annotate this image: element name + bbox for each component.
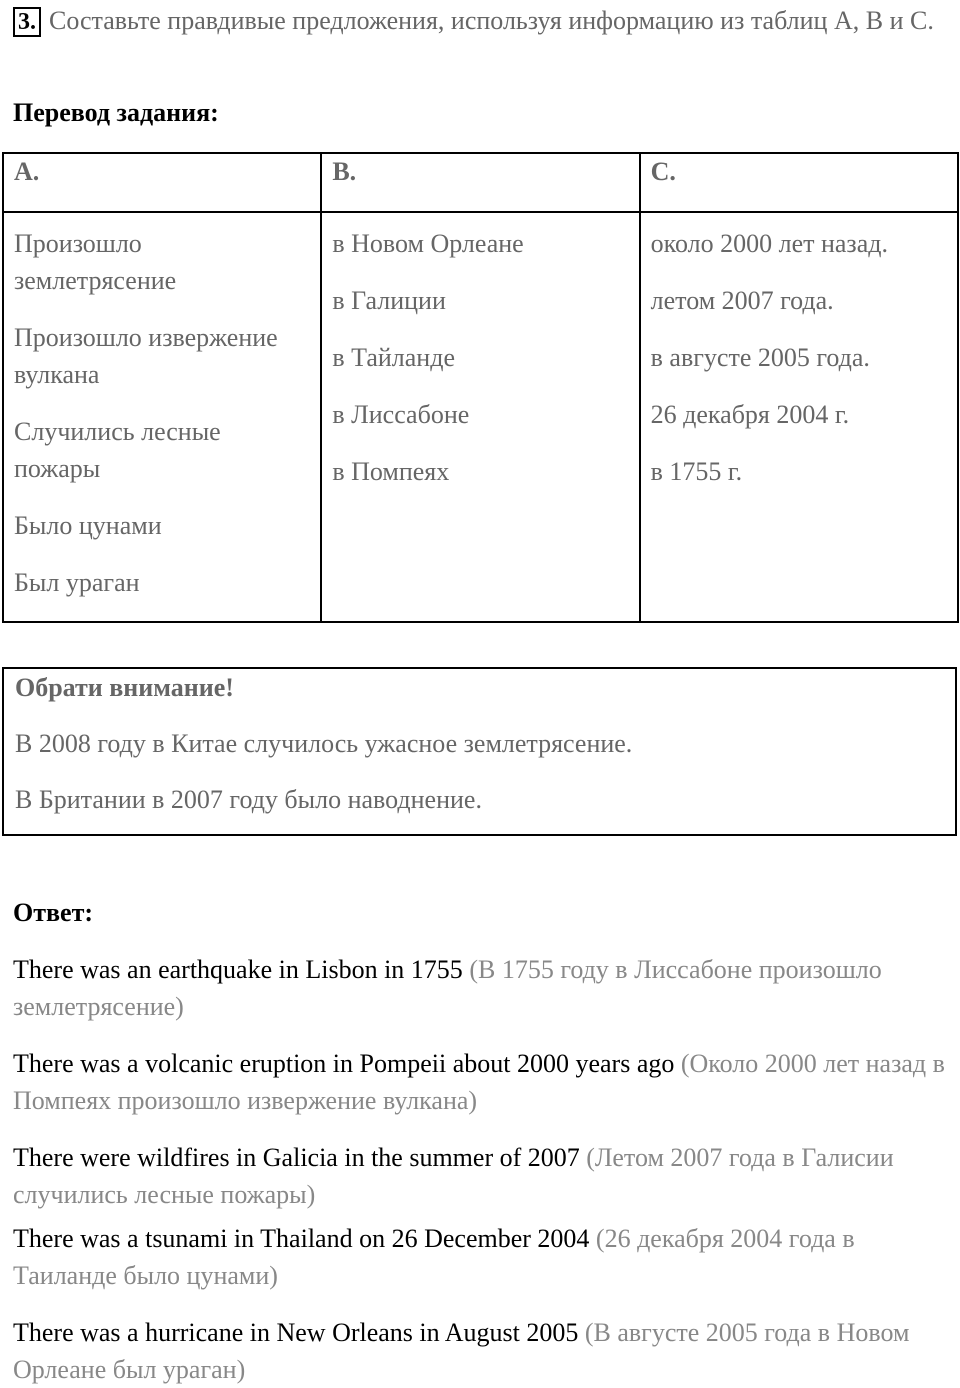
place-item: в Тайланде xyxy=(332,343,455,372)
event-item: Произошло землетрясение xyxy=(14,229,177,295)
table-header-row xyxy=(3,153,958,212)
answer-item xyxy=(13,1220,948,1294)
column-b-cell xyxy=(321,212,639,622)
attention-note xyxy=(2,667,957,836)
answer-english: There was a tsunami in Thailand on 26 December 2004 xyxy=(13,1224,590,1253)
event-item: Было цунами xyxy=(14,511,162,540)
column-c-cell xyxy=(640,212,958,622)
column-c-header: С. xyxy=(640,153,958,212)
answer-russian: (В 1755 году в Лиссабоне произошло землетрясение) xyxy=(13,955,882,1021)
column-a-header: А. xyxy=(3,153,321,212)
answer-item xyxy=(13,1045,948,1119)
answer-item xyxy=(13,1314,948,1388)
event-item: Произошло извержение вулкана xyxy=(14,323,278,389)
task-statement xyxy=(13,2,948,39)
event-item: Случились лесные пожары xyxy=(14,417,221,483)
time-item: в августе 2005 года. xyxy=(650,343,870,372)
time-item: около 2000 лет назад. xyxy=(650,229,888,258)
column-b-header: В. xyxy=(321,153,639,212)
answer-russian: (Около 2000 лет назад в Помпеях произошло извержение вулкана) xyxy=(13,1049,945,1115)
answer-item xyxy=(13,1139,948,1213)
task-text: Составьте правдивые предложения, используя информацию из таблиц А, В и С. xyxy=(49,6,934,35)
answer-english: There were wildfires in Galicia in the summer of 2007 xyxy=(13,1143,580,1172)
place-item: в Галиции xyxy=(332,286,446,315)
time-item: в 1755 г. xyxy=(650,457,743,486)
place-item: в Лиссабоне xyxy=(332,400,470,429)
task-number: 3. xyxy=(13,7,41,37)
place-item: в Помпеях xyxy=(332,457,450,486)
answer-russian: (26 декабря 2004 года в Таиланде было цунами) xyxy=(13,1224,855,1290)
answer-english: There was a volcanic eruption in Pompeii about 2000 years ago xyxy=(13,1049,675,1078)
info-table xyxy=(2,152,959,623)
answer-english: There was an earthquake in Lisbon in 1755 xyxy=(13,955,463,984)
note-title: Обрати внимание! xyxy=(15,673,234,702)
answer-russian: (Летом 2007 года в Галисии случились лесные пожары) xyxy=(13,1143,894,1209)
answer-english: There was a hurricane in New Orleans in August 2005 xyxy=(13,1318,579,1347)
place-item: в Новом Орлеане xyxy=(332,229,524,258)
time-item: 26 декабря 2004 г. xyxy=(650,400,850,429)
event-item: Был ураган xyxy=(14,568,140,597)
table-body-row xyxy=(3,212,958,622)
note-line: В Британии в 2007 году было наводнение. xyxy=(15,785,482,814)
answer-item xyxy=(13,951,948,1025)
note-line: В 2008 году в Китае случилось ужасное землетрясение. xyxy=(15,729,633,758)
column-a-cell xyxy=(3,212,321,622)
translation-heading: Перевод задания: xyxy=(13,98,219,127)
answer-russian: (В августе 2005 года в Новом Орлеане был ураган) xyxy=(13,1318,910,1384)
answer-heading: Ответ: xyxy=(13,898,94,927)
time-item: летом 2007 года. xyxy=(650,286,834,315)
